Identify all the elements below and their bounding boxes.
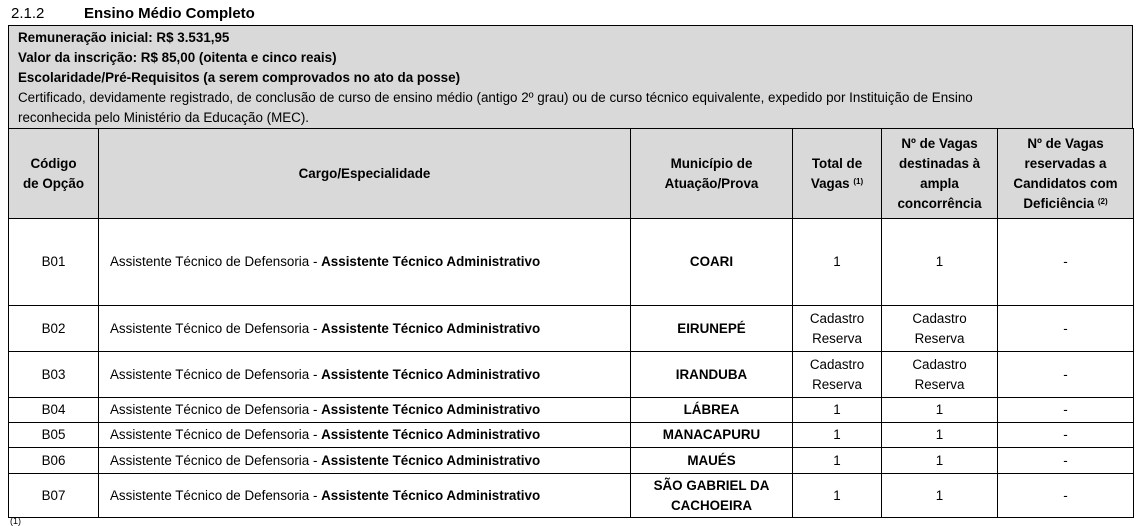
cell-codigo: B01: [9, 219, 99, 306]
salary-text: Remuneração inicial: R$ 3.531,95: [18, 30, 230, 45]
section-heading: [11, 5, 255, 23]
cell-codigo: B06: [9, 448, 99, 474]
position-info-box: [8, 25, 1133, 129]
cell-total-vagas: 1: [793, 423, 882, 448]
header-cargo: Cargo/Especialidade: [99, 129, 631, 219]
cell-pcd: -: [998, 423, 1134, 448]
cell-pcd: -: [998, 219, 1134, 306]
table-header-row: [9, 129, 1134, 219]
cell-total-vagas: 1: [793, 474, 882, 518]
cell-cargo: Assistente Técnico de Defensoria - Assistente Técnico Administrativo: [99, 352, 631, 398]
cell-pcd: -: [998, 352, 1134, 398]
section-number: 2.1.2: [11, 5, 45, 22]
cell-municipio: COARI: [631, 219, 793, 306]
table-row: [9, 474, 1134, 518]
table-row: [9, 219, 1134, 306]
cell-municipio: EIRUNEPÉ: [631, 306, 793, 352]
header-total-vagas: Total de Vagas $^{(1)}$: [793, 129, 882, 219]
cell-pcd: -: [998, 306, 1134, 352]
cell-ampla: Cadastro Reserva: [882, 306, 998, 352]
table-row: [9, 398, 1134, 423]
requirements-text-line-2: reconhecida pelo Ministério da Educação (MEC).: [18, 110, 310, 125]
header-codigo: Código de Opção: [9, 129, 99, 219]
vacancies-table: [8, 128, 1134, 518]
cell-cargo: Assistente Técnico de Defensoria - Assistente Técnico Administrativo: [99, 306, 631, 352]
registration-fee-text: Valor da inscrição: R$ 85,00 (oitenta e cinco reais): [18, 50, 337, 65]
section-title: Ensino Médio Completo: [84, 5, 255, 22]
cell-ampla: 1: [882, 423, 998, 448]
cell-codigo: B03: [9, 352, 99, 398]
cell-cargo: Assistente Técnico de Defensoria - Assistente Técnico Administrativo: [99, 474, 631, 518]
cell-total-vagas: 1: [793, 448, 882, 474]
cell-municipio: LÁBREA: [631, 398, 793, 423]
requirements-text-line-1: Certificado, devidamente registrado, de conclusão de curso de ensino médio (antigo 2º grau) ou de curso técnico equivalente, expedido por Instituição de Ensino: [18, 90, 973, 105]
cell-cargo: Assistente Técnico de Defensoria - Assistente Técnico Administrativo: [99, 219, 631, 306]
cell-total-vagas: Cadastro Reserva: [793, 352, 882, 398]
cell-municipio: SÃO GABRIEL DA CACHOEIRA: [631, 474, 793, 518]
cell-ampla: 1: [882, 474, 998, 518]
cell-municipio: MAUÉS: [631, 448, 793, 474]
cell-municipio: MANACAPURU: [631, 423, 793, 448]
cell-municipio: IRANDUBA: [631, 352, 793, 398]
cell-ampla: 1: [882, 219, 998, 306]
table-row: [9, 352, 1134, 398]
cell-cargo: Assistente Técnico de Defensoria - Assistente Técnico Administrativo: [99, 423, 631, 448]
table-row: [9, 423, 1134, 448]
cell-codigo: B04: [9, 398, 99, 423]
cell-ampla: 1: [882, 398, 998, 423]
cell-codigo: B05: [9, 423, 99, 448]
header-ampla-concorrencia: Nº de Vagas destinadas à ampla concorrência: [882, 129, 998, 219]
table-row: [9, 448, 1134, 474]
header-municipio: Município de Atuação/Prova: [631, 129, 793, 219]
header-pcd: Nº de Vagas reservadas a Candidatos com Deficiência $^{(2)}$: [998, 129, 1134, 219]
cell-pcd: -: [998, 398, 1134, 423]
cell-total-vagas: 1: [793, 398, 882, 423]
cell-cargo: Assistente Técnico de Defensoria - Assistente Técnico Administrativo: [99, 448, 631, 474]
cell-codigo: B02: [9, 306, 99, 352]
footnote-marker: (1): [10, 516, 21, 526]
cell-total-vagas: 1: [793, 219, 882, 306]
cell-pcd: -: [998, 448, 1134, 474]
education-requirements-label: Escolaridade/Pré-Requisitos (a serem comprovados no ato da posse): [18, 70, 461, 85]
cell-ampla: 1: [882, 448, 998, 474]
table-row: [9, 306, 1134, 352]
cell-pcd: -: [998, 474, 1134, 518]
cell-codigo: B07: [9, 474, 99, 518]
cell-ampla: Cadastro Reserva: [882, 352, 998, 398]
cell-total-vagas: Cadastro Reserva: [793, 306, 882, 352]
cell-cargo: Assistente Técnico de Defensoria - Assistente Técnico Administrativo: [99, 398, 631, 423]
